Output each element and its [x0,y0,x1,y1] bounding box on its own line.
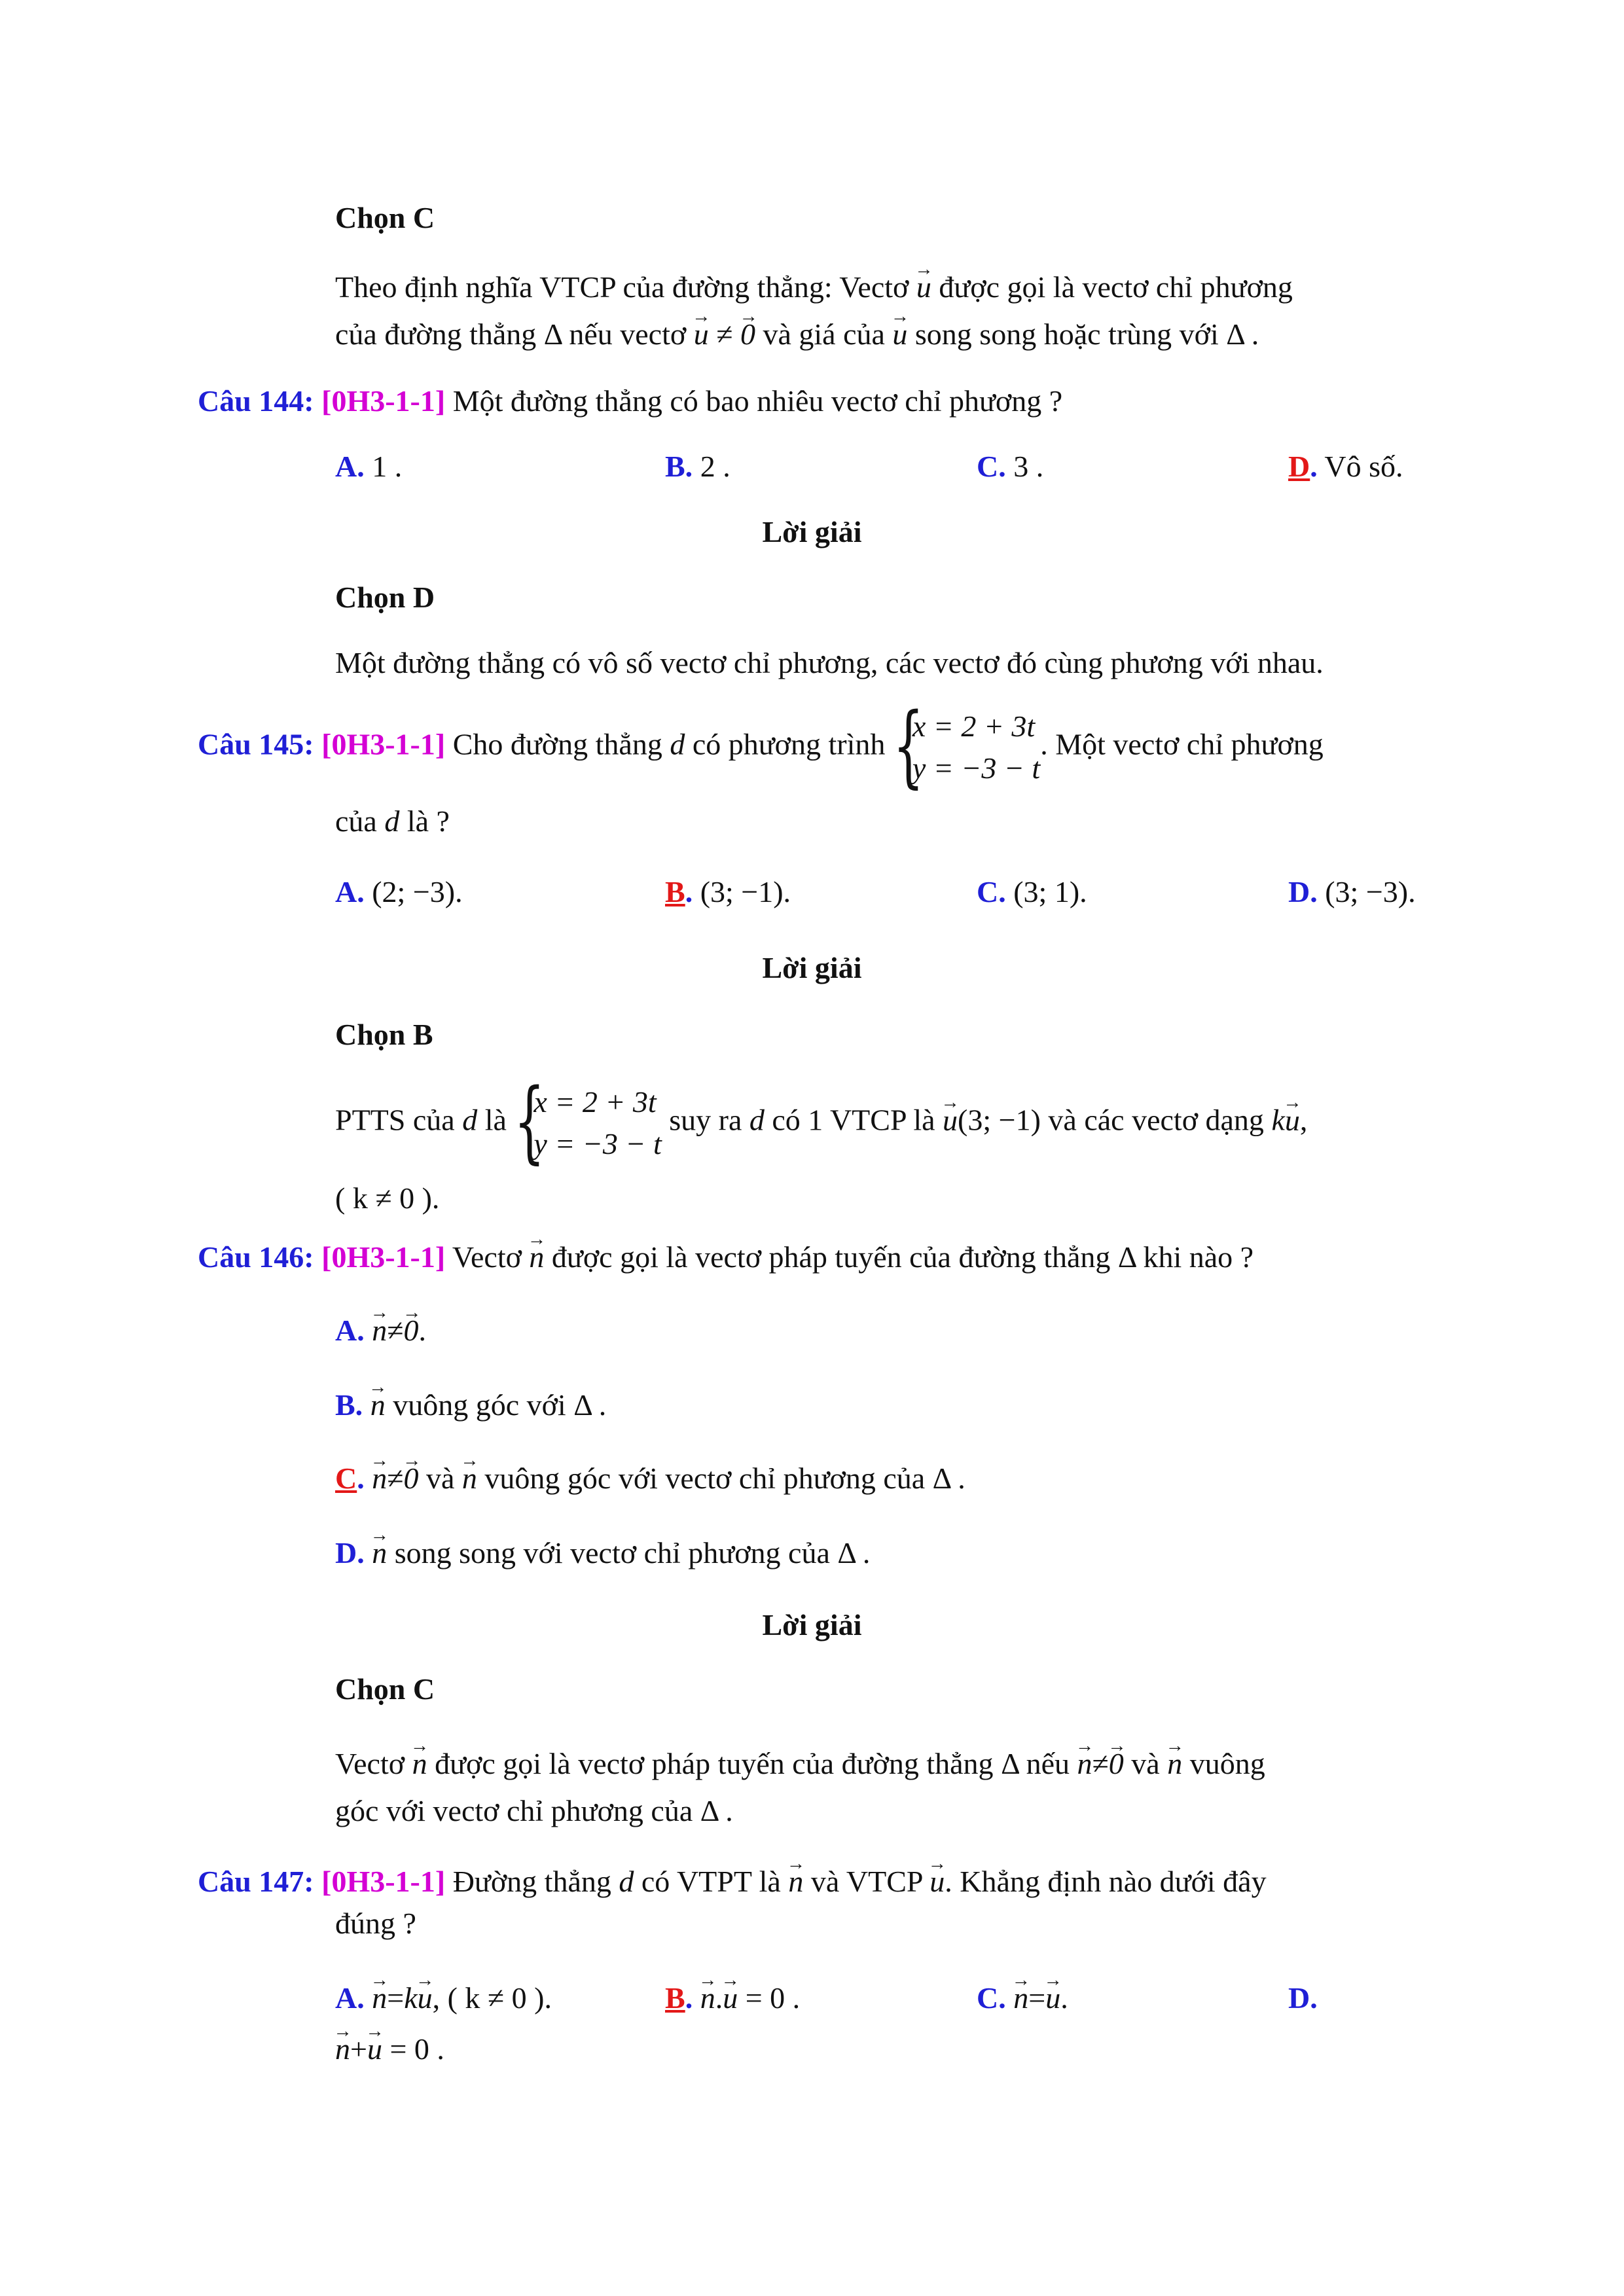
q145-question-line-2: của d là ? [335,804,450,838]
question-147: Câu 147: [0H3-1-1] Đường thẳng d có VTPT là → n và VTCP → u. Khẳng định nào dưới đây [198,1867,1267,1897]
q144-option-b: B. 2 . [665,450,731,483]
question-text: Một đường thẳng có bao nhiêu vectơ chỉ phương ? [452,384,1063,418]
q144-option-a: A. 1 . [335,450,403,483]
q146-choose: Chọn C [335,1672,435,1706]
q145-solution-heading: Lời giải [762,951,862,984]
q147-option-d: → n+→ u = 0 . [335,2034,444,2064]
equation-system: { x = 2 + 3t y = −3 − t [892,694,1041,798]
q146-solution-heading: Lời giải [762,1608,862,1641]
q145-choose: Chọn B [335,1018,433,1051]
question-146: Câu 146: [0H3-1-1] Vectơ → n được gọi là vectơ pháp tuyến của đường thẳng Δ khi nào ? [198,1242,1254,1272]
q144-choose: Chọn D [335,581,435,614]
q147-option-a: A. → n=k→ u, ( k ≠ 0 ). [335,1983,552,2013]
q145-explanation-line-2: ( k ≠ 0 ). [335,1181,440,1215]
q143-choose: Chọn C [335,201,435,234]
question-144 [198,386,1062,416]
q147-question-line-2: đúng ? [335,1907,416,1940]
q145-option-a: A. (2; −3). [335,875,463,908]
question-label: Câu 144: [198,384,314,418]
q144-solution-heading: Lời giải [762,515,862,548]
q147-option-b-correct: B. → n.→ u = 0 . [665,1983,800,2013]
q146-explanation-line-2: góc với vectơ chỉ phương của Δ . [335,1794,733,1827]
q147-option-d-letter: D. [1288,1981,1318,2015]
q146-option-b: B. → n vuông góc với Δ . [335,1390,606,1420]
q145-option-b-correct: B. (3; −1). [665,875,791,908]
q145-option-c: C. (3; 1). [977,875,1087,908]
q146-explanation-line-1: Vectơ → n được gọi là vectơ pháp tuyến của đường thẳng Δ nếu → n≠→ 0 và → n vuông [335,1749,1265,1779]
q143-explanation-line-2: của đường thẳng Δ nếu vectơ → u ≠ → 0 và giá của → u song song hoặc trùng với Δ . [335,319,1259,350]
q145-option-d: D. (3; −3). [1288,875,1416,908]
question-code: [0H3-1-1] [321,384,446,418]
q143-explanation-line-1: Theo định nghĩa VTCP của đường thẳng: Vectơ → u được gọi là vectơ chỉ phương [335,272,1293,302]
q146-option-a: A. → n≠→ 0. [335,1316,426,1346]
question-145: Câu 145: [0H3-1-1] Cho đường thẳng d có phương trình { x = 2 + 3t y = −3 − t . Một vectơ chỉ phương [198,694,1324,798]
q145-explanation-line-1: PTTS của d là { x = 2 + 3t y = −3 − t suy ra d có 1 VTCP là → u(3; −1) và các vectơ dạng k→ u, [335,1081,1307,1165]
q144-explanation: Một đường thẳng có vô số vectơ chỉ phương, các vectơ đó cùng phương với nhau. [335,646,1324,679]
equation-system-solution: { x = 2 + 3t y = −3 − t [514,1070,662,1174]
q146-option-c-correct: C. → n≠→ 0 và → n vuông góc với vectơ chỉ phương của Δ . [335,1463,965,1494]
vector-u: → u [916,272,931,302]
q144-option-d-correct: D. Vô số. [1288,450,1403,483]
q144-option-c: C. 3 . [977,450,1044,483]
q147-option-c: C. → n=→ u. [977,1983,1068,2013]
q146-option-d: D. → n song song với vectơ chỉ phương của Δ . [335,1538,870,1568]
